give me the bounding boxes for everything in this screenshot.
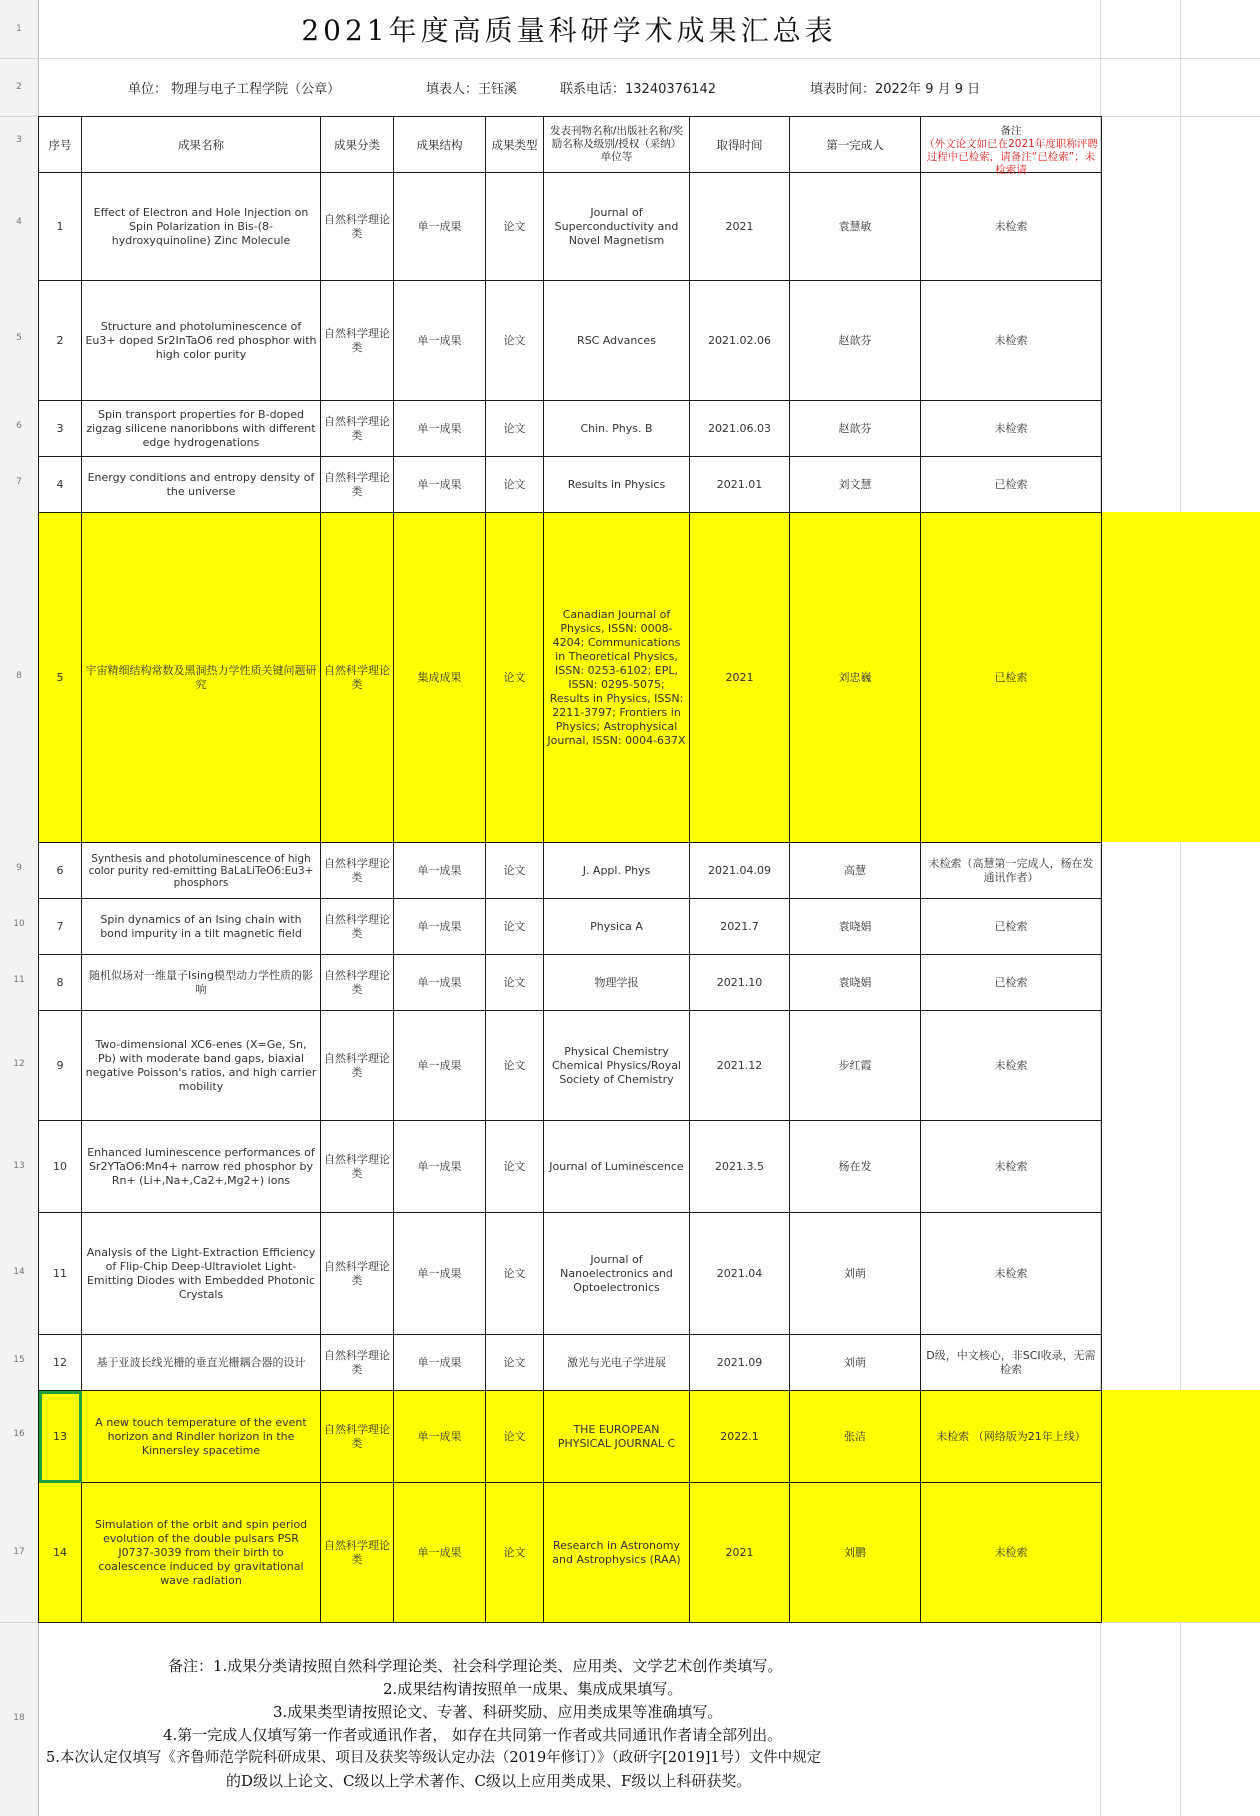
cell-structure[interactable]: 单一成果 [394,1391,486,1483]
header-structure[interactable]: 成果结构 [394,117,486,173]
cell-remark[interactable]: 未检索 [921,1483,1102,1623]
cell-category[interactable]: 自然科学理论类 [321,1213,394,1335]
cell-time[interactable]: 2021.04.09 [690,843,790,899]
cell-remark[interactable]: 未检索 [921,1121,1102,1213]
row-number[interactable]: 1 [16,24,22,34]
cell-remark[interactable]: 未检索 [921,281,1102,401]
cell-name[interactable]: Enhanced luminescence performances of Sr2YTaO6:Mn4+ narrow red phosphor by Rn+ (Li+,Na+,Ca2+,Mg2+) ions [82,1121,321,1213]
cell-publisher[interactable]: Chin. Phys. B [544,401,690,457]
cell-type[interactable]: 论文 [486,281,544,401]
cell-type[interactable]: 论文 [486,1011,544,1121]
row-number[interactable]: 12 [13,1059,25,1069]
table-row [39,173,1102,281]
note-line[interactable]: 备注：1.成果分类请按照自然科学理论类、社会科学理论类、应用类、文学艺术创作类填写。 [168,1657,783,1675]
note-line[interactable]: 的D级以上论文、C级以上学术著作、C级以上应用类成果、F级以上科研获奖。 [226,1772,752,1790]
cell-author[interactable]: 刘文慧 [790,457,921,513]
table-row [39,899,1102,955]
cell-structure[interactable]: 集成成果 [394,513,486,843]
remark-instruction: （外文论文如已在2021年度职称评聘过程中已检索，请备注“已检索”；未检索请 [924,137,1098,176]
cell-no[interactable]: 12 [39,1335,82,1391]
cell-publisher[interactable]: Results in Physics [544,457,690,513]
row-number[interactable]: 10 [13,919,25,929]
cell-type[interactable]: 论文 [486,1121,544,1213]
cell-type[interactable]: 论文 [486,401,544,457]
header-publisher[interactable]: 发表刊物名称/出版社名称/奖励名称及级别/授权（采纳）单位等 [544,117,690,173]
cell-time[interactable]: 2021.09 [690,1335,790,1391]
cell-time[interactable]: 2022.1 [690,1391,790,1483]
cell-type[interactable]: 论文 [486,843,544,899]
cell-publisher[interactable]: RSC Advances [544,281,690,401]
cell-author[interactable]: 袁晓娟 [790,955,921,1011]
cell-type[interactable]: 论文 [486,955,544,1011]
header-category[interactable]: 成果分类 [321,117,394,173]
row-number[interactable]: 3 [16,135,22,145]
row-number[interactable]: 18 [13,1713,25,1723]
cell-no[interactable]: 7 [39,899,82,955]
cell-type[interactable]: 论文 [486,899,544,955]
cell-type[interactable]: 论文 [486,1391,544,1483]
cell-author[interactable]: 袁慧敏 [790,173,921,281]
header-type[interactable]: 成果类型 [486,117,544,173]
cell-time[interactable]: 2021.06.03 [690,401,790,457]
cell-remark[interactable]: 未检索（高慧第一完成人，杨在发通讯作者） [921,843,1102,899]
row-number[interactable]: 13 [13,1161,25,1171]
table-row [39,1213,1102,1335]
cell-category[interactable]: 自然科学理论类 [321,1483,394,1623]
filler-label[interactable]: 填表人：王钰溪 [426,82,518,97]
cell-remark[interactable]: 已检索 [921,513,1102,843]
cell-name[interactable]: Simulation of the orbit and spin period evolution of the double pulsars PSR J0737-3039 from their birth to coalescence induced by gravitational wave radiation [82,1483,321,1623]
row-header-column [0,0,39,1816]
cell-structure[interactable]: 单一成果 [394,955,486,1011]
cell-structure[interactable]: 单一成果 [394,1011,486,1121]
row-number[interactable]: 17 [13,1547,25,1557]
cell-no[interactable]: 8 [39,955,82,1011]
notes-block [38,1622,1100,1816]
cell-category[interactable]: 自然科学理论类 [321,1011,394,1121]
cell-name[interactable]: Analysis of the Light-Extraction Efficiency of Flip-Chip Deep-Ultraviolet Light-Emitting Diodes with Embedded Photonic Crystals [82,1213,321,1335]
cell-author[interactable]: 杨在发 [790,1121,921,1213]
cell-publisher[interactable]: J. Appl. Phys [544,843,690,899]
cell-category[interactable]: 自然科学理论类 [321,281,394,401]
cell-author[interactable]: 袁晓娟 [790,899,921,955]
cell-structure[interactable]: 单一成果 [394,1213,486,1335]
cell-author[interactable]: 张洁 [790,1391,921,1483]
table-row [39,1483,1102,1623]
date-label[interactable]: 填表时间：2022年 9 月 9 日 [810,82,981,97]
cell-publisher[interactable]: Journal of Luminescence [544,1121,690,1213]
cell-author[interactable]: 赵歆芬 [790,281,921,401]
note-line[interactable]: 2.成果结构请按照单一成果、集成成果填写。 [383,1680,683,1698]
header-time[interactable]: 取得时间 [690,117,790,173]
row-number[interactable]: 8 [16,671,22,681]
info-bar [38,58,1100,116]
cell-name[interactable]: Two-dimensional XC6-enes (X=Ge, Sn, Pb) with moderate band gaps, biaxial negative Poisson's ratios, and high carrier mobility [82,1011,321,1121]
results-table [38,116,1102,1623]
cell-no[interactable]: 2 [39,281,82,401]
cell-remark[interactable]: 已检索 [921,899,1102,955]
page-title[interactable]: 2021年度高质量科研学术成果汇总表 [301,14,837,47]
table-row [39,1335,1102,1391]
cell-name[interactable]: Spin transport properties for B-doped zigzag silicene nanoribbons with different edge hydrogenations [82,401,321,457]
cell-author[interactable]: 刘鹏 [790,1483,921,1623]
cell-no[interactable]: 6 [39,843,82,899]
cell-remark[interactable]: 未检索 （网络版为21年上线） [921,1391,1102,1483]
cell-remark[interactable]: 已检索 [921,457,1102,513]
table-row [39,955,1102,1011]
cell-category[interactable]: 自然科学理论类 [321,899,394,955]
cell-category[interactable]: 自然科学理论类 [321,173,394,281]
cell-name[interactable]: Energy conditions and entropy density of the universe [82,457,321,513]
cell-time[interactable]: 2021.01 [690,457,790,513]
cell-name[interactable]: Spin dynamics of an Ising chain with bond impurity in a tilt magnetic field [82,899,321,955]
cell-category[interactable]: 自然科学理论类 [321,1335,394,1391]
cell-author[interactable]: 刘萌 [790,1213,921,1335]
highlight-fill [1101,512,1260,842]
cell-publisher[interactable]: Physica A [544,899,690,955]
cell-structure[interactable]: 单一成果 [394,843,486,899]
table-row [39,1391,1102,1483]
cell-name[interactable]: A new touch temperature of the event horizon and Rindler horizon in the Kinnersley spacetime [82,1391,321,1483]
cell-structure[interactable]: 单一成果 [394,1483,486,1623]
cell-no[interactable]: 5 [39,513,82,843]
cell-publisher[interactable]: Journal of Superconductivity and Novel Magnetism [544,173,690,281]
cell-no[interactable]: 10 [39,1121,82,1213]
cell-no[interactable]: 4 [39,457,82,513]
cell-category[interactable]: 自然科学理论类 [321,1121,394,1213]
cell-structure[interactable]: 单一成果 [394,1335,486,1391]
cell-time[interactable]: 2021.02.06 [690,281,790,401]
cell-publisher[interactable]: Canadian Journal of Physics, ISSN: 0008-4204; Communications in Theoretical Physics, ISSN: 0253-6102; EPL, ISSN: 0295-5075; Results in Physics, ISSN: 2211-3797; Frontiers in Physics; Astrophysical Journal, ISSN: 0004-637X [544,513,690,843]
header-no[interactable]: 序号 [39,117,82,173]
table-row [39,457,1102,513]
cell-author[interactable]: 赵歆芬 [790,401,921,457]
cell-author[interactable]: 高慧 [790,843,921,899]
cell-author[interactable]: 刘忠巍 [790,513,921,843]
cell-time[interactable]: 2021.04 [690,1213,790,1335]
cell-publisher[interactable]: Research in Astronomy and Astrophysics (RAA) [544,1483,690,1623]
cell-structure[interactable]: 单一成果 [394,1121,486,1213]
row-number[interactable]: 14 [13,1267,25,1277]
cell-time[interactable]: 2021.3.5 [690,1121,790,1213]
table-row [39,1011,1102,1121]
table-row [39,401,1102,457]
cell-name[interactable]: 宇宙精细结构常数及黑洞热力学性质关键问题研究 [82,513,321,843]
cell-time[interactable]: 2021.10 [690,955,790,1011]
cell-name[interactable]: 随机似场对一维量子Ising模型动力学性质的影响 [82,955,321,1011]
cell-structure[interactable]: 单一成果 [394,457,486,513]
note-line[interactable]: 4.第一完成人仅填写第一作者或通讯作者， 如存在共同第一作者或共同通讯作者请全部列出。 [163,1726,783,1744]
cell-remark[interactable]: 未检索 [921,1011,1102,1121]
remark-title: 备注 [1000,124,1022,137]
table-row [39,513,1102,843]
cell-time[interactable]: 2021 [690,1483,790,1623]
cell-name[interactable]: Structure and photoluminescence of Eu3+ doped Sr2InTaO6 red phosphor with high color purity [82,281,321,401]
cell-publisher[interactable]: THE EUROPEAN PHYSICAL JOURNAL C [544,1391,690,1483]
header-author[interactable]: 第一完成人 [790,117,921,173]
header-row [39,117,1102,173]
cell-time[interactable]: 2021 [690,513,790,843]
note-line[interactable]: 3.成果类型请按照论文、专著、科研奖励、应用类成果等准确填写。 [273,1703,723,1721]
cell-no[interactable]: 1 [39,173,82,281]
cell-type[interactable]: 论文 [486,1213,544,1335]
cell-name[interactable]: Effect of Electron and Hole Injection on Spin Polarization in Bis-(8-hydroxyquinoline) Zinc Molecule [82,173,321,281]
cell-category[interactable]: 自然科学理论类 [321,513,394,843]
header-remark[interactable] [921,117,1102,176]
cell-name[interactable]: 基于亚波长线光栅的垂直光栅耦合器的设计 [82,1335,321,1391]
cell-type[interactable]: 论文 [486,457,544,513]
cell-category[interactable]: 自然科学理论类 [321,457,394,513]
row-number[interactable]: 15 [13,1355,25,1365]
row-number[interactable]: 4 [16,217,22,227]
cell-category[interactable]: 自然科学理论类 [321,955,394,1011]
phone-label[interactable]: 联系电话：13240376142 [560,82,716,97]
cell-type[interactable]: 论文 [486,513,544,843]
unit-label[interactable]: 单位： 物理与电子工程学院（公章） [128,82,341,97]
cell-type[interactable]: 论文 [486,1483,544,1623]
highlight-fill [1101,1390,1260,1482]
row-number[interactable]: 5 [16,333,22,343]
cell-no[interactable]: 3 [39,401,82,457]
cell-type[interactable]: 论文 [486,1335,544,1391]
cell-author[interactable]: 刘萌 [790,1335,921,1391]
cell-no[interactable]: 11 [39,1213,82,1335]
cell-publisher[interactable]: Journal of Nanoelectronics and Optoelectronics [544,1213,690,1335]
row-number[interactable]: 6 [16,421,22,431]
cell-time[interactable]: 2021.12 [690,1011,790,1121]
highlight-fill [1101,1482,1260,1622]
cell-publisher[interactable]: 物理学报 [544,955,690,1011]
cell-structure[interactable]: 单一成果 [394,401,486,457]
cell-name[interactable]: Synthesis and photoluminescence of high color purity red-emitting BaLaLiTeO6:Eu3+ phosphors [82,843,321,899]
cell-remark[interactable]: D级，中文核心，非SCI收录，无需检索 [921,1335,1102,1391]
row-number[interactable]: 16 [13,1429,25,1439]
cell-remark[interactable]: 未检索 [921,401,1102,457]
cell-publisher[interactable]: 激光与光电子学进展 [544,1335,690,1391]
row-number[interactable]: 11 [13,975,25,985]
cell-structure[interactable]: 单一成果 [394,899,486,955]
note-line[interactable]: 5.本次认定仅填写《齐鲁师范学院科研成果、项目及获奖等级认定办法（2019年修订）》（政研字[2019]1号）文件中规定 [46,1750,822,1766]
row-number[interactable]: 7 [16,477,22,487]
cell-no[interactable]: 14 [39,1483,82,1623]
cell-publisher[interactable]: Physical Chemistry Chemical Physics/Royal Society of Chemistry [544,1011,690,1121]
cell-remark[interactable]: 未检索 [921,173,1102,281]
cell-time[interactable]: 2021.7 [690,899,790,955]
cell-category[interactable]: 自然科学理论类 [321,843,394,899]
table-row [39,281,1102,401]
cell-type[interactable]: 论文 [486,173,544,281]
header-name[interactable]: 成果名称 [82,117,321,173]
cell-remark[interactable]: 已检索 [921,955,1102,1011]
cell-no-selected[interactable]: 13 [39,1391,82,1483]
cell-category[interactable]: 自然科学理论类 [321,401,394,457]
cell-category[interactable]: 自然科学理论类 [321,1391,394,1483]
table-row [39,843,1102,899]
cell-no[interactable]: 9 [39,1011,82,1121]
row-number[interactable]: 2 [16,82,22,92]
table-row [39,1121,1102,1213]
row-number[interactable]: 9 [16,863,22,873]
cell-structure[interactable]: 单一成果 [394,281,486,401]
cell-time[interactable]: 2021 [690,173,790,281]
cell-remark[interactable]: 未检索 [921,1213,1102,1335]
cell-structure[interactable]: 单一成果 [394,173,486,281]
cell-author[interactable]: 步红霞 [790,1011,921,1121]
